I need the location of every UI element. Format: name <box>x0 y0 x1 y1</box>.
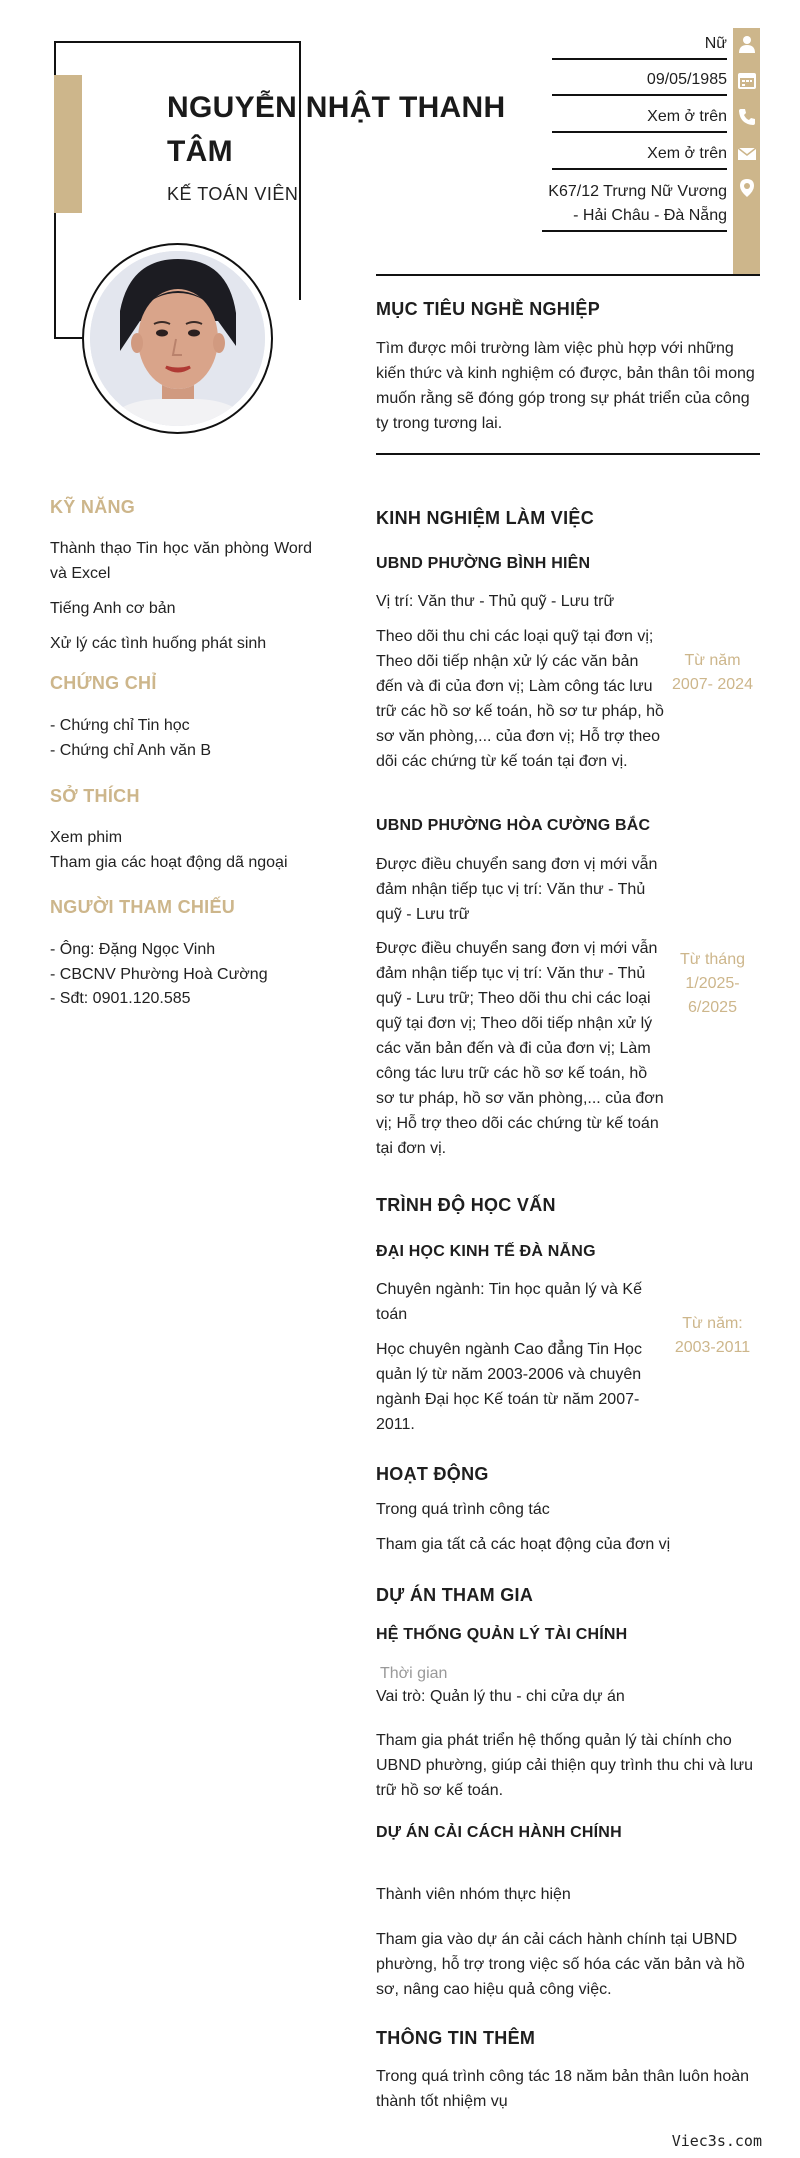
activity-item: Trong quá trình công tác <box>376 1501 550 1518</box>
project-description: Tham gia phát triển hệ thống quản lý tài chính cho UBND phường, giúp cải thiện quy trình thu chi và lưu trữ hồ sơ kế toán. <box>376 1732 753 1799</box>
experience-position: Vị trí: Văn thư - Thủ quỹ - Lưu trữ <box>376 593 615 610</box>
calendar-icon <box>737 70 757 90</box>
experience-org: UBND PHƯỜNG BÌNH HIÊN <box>376 555 591 572</box>
education-major: Chuyên ngành: Tin học quản lý và Kế toán <box>376 1281 642 1323</box>
activity-item: Tham gia tất cả các hoạt động của đơn vị <box>376 1536 671 1553</box>
contact-email: Xem ở trên <box>552 142 727 170</box>
hobby-item: Tham gia các hoạt động dã ngoại <box>50 854 288 871</box>
projects-title: DỰ ÁN THAM GIA <box>376 1585 534 1605</box>
additional-info-title: THÔNG TIN THÊM <box>376 2028 536 2048</box>
skill-item: Tiếng Anh cơ bản <box>50 600 176 617</box>
education-date: Từ năm: 2003-2011 <box>674 1315 751 1356</box>
reference-item: - Ông: Đặng Ngọc Vinh <box>50 941 216 958</box>
certificate-item: - Chứng chỉ Anh văn B <box>50 742 212 759</box>
watermark: Viec3s.com <box>671 2132 762 2150</box>
experience-description: Theo dõi thu chi các loại quỹ tại đơn vị; Theo dõi tiếp nhận xử lý các văn bản đến và đi của đơn vị; Làm công tác lưu trữ các hồ sơ kế toán, hồ sơ tư pháp, hồ sơ văn phòng,... của đơn vị; Hỗ trợ theo dõi các chứng từ kế toán tại đơn vị. <box>376 628 664 770</box>
experience-description: Được điều chuyển sang đơn vị mới vẫn đảm nhận tiếp tục vị trí: Văn thư - Thủ quỹ - Lưu trữ; Theo dõi thu chi các loại quỹ tại đơn vị; Theo dõi tiếp nhận xử lý các văn bản đến và đi của đơn vị; Làm công tác lưu trữ các hồ sơ kế toán, hồ sơ tư pháp, hồ sơ văn phòng,... của đơn vị; Hỗ trợ theo dõi các chứng từ kế toán tại đơn vị. <box>376 940 664 1157</box>
certificates-title: CHỨNG CHỈ <box>50 673 157 693</box>
reference-item: - CBCNV Phường Hoà Cường <box>50 966 268 983</box>
project-description: Tham gia vào dự án cải cách hành chính tại UBND phường, hỗ trợ trong việc số hóa các văn bản và hồ sơ, nâng cao hiệu quả công việc. <box>376 1931 745 1998</box>
objective-text: Tìm được môi trường làm việc phù hợp với những kiến thức và kinh nghiệm có được, bản thân tôi mong muốn rằng sẽ đóng góp trong sự phát triển của công ty trong tương lai. <box>376 340 755 432</box>
activities-title: HOẠT ĐỘNG <box>376 1464 489 1484</box>
experience-position: Được điều chuyển sang đơn vị mới vẫn đảm nhận tiếp tục vị trí: Văn thư - Thủ quỹ - Lưu trữ <box>376 856 658 923</box>
skills-title: KỸ NĂNG <box>50 497 136 517</box>
education-description: Học chuyên ngành Cao đẳng Tin Học quản lý từ năm 2003-2006 và chuyên ngành Đại học Kế toán từ năm 2007-2011. <box>376 1341 642 1433</box>
job-title: KẾ TOÁN VIÊN <box>167 184 299 204</box>
project-name: DỰ ÁN CẢI CÁCH HÀNH CHÍNH <box>376 1824 622 1841</box>
project-role: Vai trò: Quản lý thu - chi cửa dự án <box>376 1688 625 1705</box>
experience-date: Từ năm 2007- 2024 <box>672 652 753 693</box>
location-pin-icon <box>737 178 757 198</box>
experience-date: Từ tháng 1/2025- 6/2025 <box>680 951 745 1016</box>
accent-bar <box>54 75 82 213</box>
references-title: NGƯỜI THAM CHIẾU <box>50 897 236 917</box>
project-role: Thành viên nhóm thực hiện <box>376 1886 571 1903</box>
experience-org: UBND PHƯỜNG HÒA CƯỜNG BẮC <box>376 817 651 834</box>
certificate-item: - Chứng chỉ Tin học <box>50 717 190 734</box>
contact-phone: Xem ở trên <box>552 105 727 133</box>
experience-title: KINH NGHIỆM LÀM VIỆC <box>376 508 595 528</box>
reference-item: - Sđt: 0901.120.585 <box>50 990 191 1007</box>
contact-gender: Nữ <box>552 32 727 60</box>
candidate-name: NGUYỄN NHẬT THANH TÂM <box>167 91 506 168</box>
skill-item: Thành thạo Tin học văn phòng Word và Excel <box>50 540 312 582</box>
header-divider <box>376 274 760 276</box>
contact-birthday: 09/05/1985 <box>552 68 727 96</box>
additional-info-text: Trong quá trình công tác 18 năm bản thân luôn hoàn thành tốt nhiệm vụ <box>376 2068 750 2110</box>
phone-icon <box>737 107 757 127</box>
project-time-label: Thời gian <box>380 1665 448 1682</box>
skill-item: Xử lý các tình huống phát sinh <box>50 635 267 652</box>
user-icon <box>737 34 757 54</box>
education-school: ĐẠI HỌC KINH TẾ ĐÀ NẴNG <box>376 1243 596 1260</box>
project-name: HỆ THỐNG QUẢN LÝ TÀI CHÍNH <box>376 1626 628 1643</box>
education-title: TRÌNH ĐỘ HỌC VẤN <box>376 1195 556 1215</box>
hobby-item: Xem phim <box>50 829 123 846</box>
avatar <box>90 251 265 426</box>
envelope-icon <box>737 144 757 164</box>
contact-address: K67/12 Trưng Nữ Vương - Hải Châu - Đà Nẵng <box>542 180 727 232</box>
objective-divider <box>376 453 760 455</box>
objective-title: MỤC TIÊU NGHỀ NGHIỆP <box>376 299 601 319</box>
hobbies-title: SỞ THÍCH <box>50 786 140 806</box>
